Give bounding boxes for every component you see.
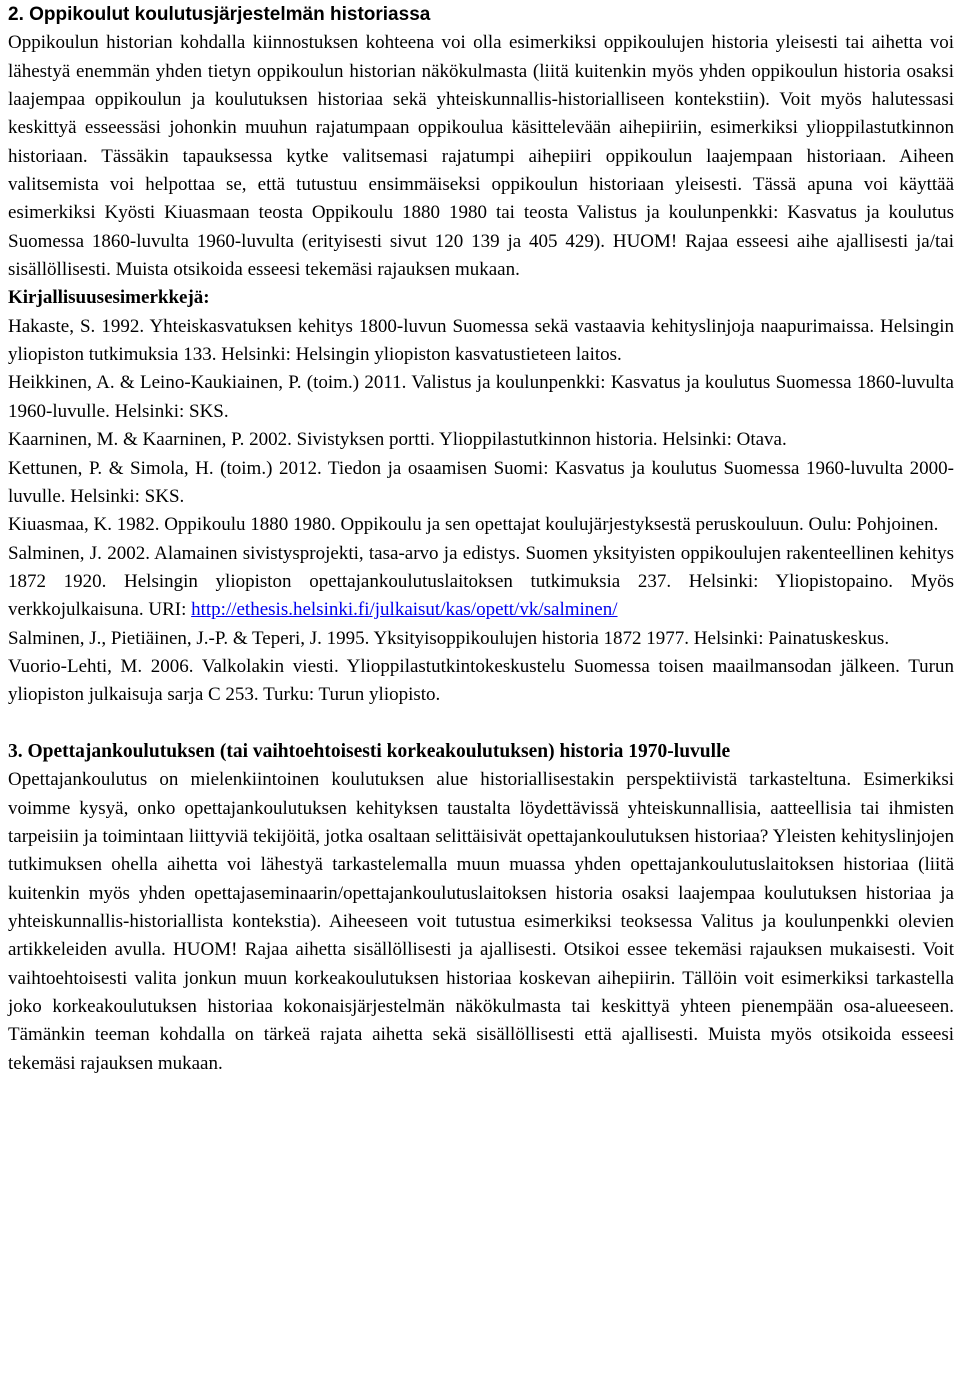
- salminen-url-link[interactable]: http://ethesis.helsinki.fi/julkaisut/kas/opett/vk/salminen/: [191, 599, 618, 621]
- section-spacer: [8, 710, 954, 738]
- reference-heikkinen: Heikkinen, A. & Leino-Kaukiainen, P. (toim.) 2011. Valistus ja koulunpenkki: Kasvatus ja koulutus Suomessa 1860-luvulta 1960-luvulle. Helsinki: SKS.: [8, 372, 954, 422]
- reference-salminen-2002-text: Salminen, J. 2002. Alamainen sivistysprojekti, tasa-arvo ja edistys. Suomen yksityisten oppikoulujen rakenteellinen kehitys 1872 1920. Helsingin yliopiston opettajankoulutuslaitoksen tutkimuksia 237. Helsinki: Yliopistopaino. Myös verkkojulkaisuna. URI:: [8, 542, 954, 621]
- section-2-paragraph: Oppikoulun historian kohdalla kiinnostuksen kohteena voi olla esimerkiksi oppikoulujen historia yleisesti tai aihetta voi lähestyä enemmän yhden tietyn oppikoulun historian näkökulmasta (liitä kuitenkin myös yhden oppikoulun historia osaksi laajempaa oppikoulun ja koulutuksen historiaa sekä yhteiskunnallis-historialliseen kontekstiin). Voit myös halutessasi keskittyä esseessäsi johonkin muuhun rajatumpaan oppikoulua käsittelevään aihepiiriin, esimerkiksi ylioppilastutkinnon historiaan. Tässäkin tapauksessa kytke valitsemasi rajatumpi aihepiiri oppikoulun laajempaan historiaan. Aiheen valitsemista voi helpottaa se, että tutustuu ensimmäiseksi oppikoulun historiaan yleisesti. Tässä apuna voi käyttää esimerkiksi Kyösti Kiuasmaan teosta Oppikoulu 1880 1980 tai teosta Valistus ja koulunpenkki: Kasvatus ja koulutus Suomessa 1860-luvulta 1960-luvulta (erityisesti sivut 120 139 ja 405 429). HUOM! Rajaa esseesi aihe ajallisesti ja/tai sisällöllisesti. Muista otsikoida esseesi tekemäsi rajauksen mukaan.: [8, 32, 954, 281]
- reference-kaarninen: Kaarninen, M. & Kaarninen, P. 2002. Sivistyksen portti. Ylioppilastutkinnon historia. Helsinki: Otava.: [8, 429, 787, 451]
- reference-salminen-1995: Salminen, J., Pietiäinen, J.-P. & Teperi, J. 1995. Yksityisoppikoulujen historia 1872 1977. Helsinki: Painatuskeskus.: [8, 627, 890, 649]
- section-3-heading: 3. Opettajankoulutuksen (tai vaihtoehtoisesti korkeakoulutuksen) historia 1970-luvulle: [8, 740, 731, 762]
- section-3-paragraph: Opettajankoulutus on mielenkiintoinen koulutuksen alue historiallisestakin perspektiivistä tarkasteltuna. Esimerkiksi voimme kysyä, onko opettajankoulutuksen kehityksen taustalta löydettävissä yhteiskunnallisia, aatteellisia tai ihmisten tarpeisiin ja toimintaan liittyviä tekijöitä, jotka osaltaan selittäisivät opettajankoulutuksen historiaa? Yleisten kehityslinjojen tutkimuksen ohella aihetta voi lähestyä tarkastelemalla muun muassa yhden opettajankoulutuslaitoksen historiaa (liitä kuitenkin myös yhden opettajaseminaarin/opettajankoulutuslaitoksen historia osaksi laajempaa koulutuksen historiaa ja yhteiskunnallis-historiallista kontekstia). Aiheeseen voit tutustua esimerkiksi teoksessa Valitus ja koulunpenkki olevien artikkeleiden avulla. HUOM! Rajaa aihetta sisällöllisesti ja ajallisesti. Otsikoi essee tekemäsi rajauksen mukaisesti. Voit vaihtoehtoisesti valita jonkun muun korkeakoulutuksen historiaa koskevan aihepiirin. Tällöin voit esimerkiksi tarkastella joko korkeakoulutuksen historiaa kokonaisjärjestelmän näkökulmasta tai keskittyä yhteen pienempään osa-alueeseen. Tämänkin teeman kohdalla on tärkeä rajata aihetta sekä sisällöllisesti että ajallisesti. Muista myös otsikoida esseesi tekemäsi rajauksen mukaan.: [8, 769, 954, 1074]
- reference-kiuasmaa: Kiuasmaa, K. 1982. Oppikoulu 1880 1980. Oppikoulu ja sen opettajat koulujärjestyksestä peruskouluun. Oulu: Pohjoinen.: [8, 514, 939, 536]
- reference-hakaste: Hakaste, S. 1992. Yhteiskasvatuksen kehitys 1800-luvun Suomessa sekä vastaavia kehityslinjoja naapurimaissa. Helsingin yliopiston tutkimuksia 133. Helsinki: Helsingin yliopiston kasvatustieteen laitos.: [8, 315, 954, 366]
- reference-vuorio-lehti: Vuorio-Lehti, M. 2006. Valkolakin viesti. Ylioppilastutkintokeskustelu Suomessa toisen maailmansodan jälkeen. Turun yliopiston julkaisuja sarja C 253. Turku: Turun yliopisto.: [8, 655, 954, 706]
- section-2-heading: 2. Oppikoulut koulutusjärjestelmän historiassa: [8, 4, 431, 25]
- literature-heading: Kirjallisuusesimerkkejä:: [8, 287, 210, 309]
- reference-kettunen: Kettunen, P. & Simola, H. (toim.) 2012. Tiedon ja osaamisen Suomi: Kasvatus ja koulutus Suomessa 1960-luvulta 2000-luvulle. Helsinki: SKS.: [8, 457, 954, 507]
- reference-salminen-2002: [8, 540, 954, 625]
